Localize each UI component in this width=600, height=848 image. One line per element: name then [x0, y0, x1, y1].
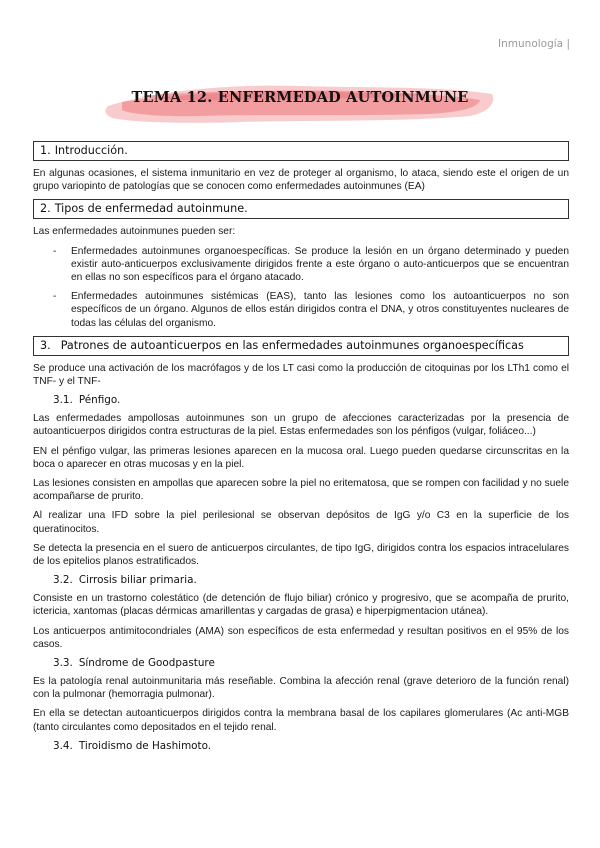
section-1-heading [33, 141, 569, 161]
section-title: Tipos de enfermedad autoinmune. [54, 202, 248, 216]
subsection-number: 3.1. [53, 394, 73, 407]
subsection-3-1-heading [53, 394, 569, 406]
subsection-number: 3.4. [53, 739, 73, 752]
header-subject-tag: Inmunología | [498, 38, 570, 50]
subsection-title: Pénfigo. [78, 394, 121, 407]
paragraph: En algunas ocasiones, el sistema inmunitario en vez de proteger al organismo, lo ataca, siendo este el origen de un grupo variopinto de patologías que se conocen como enfermedades autoinmunes (EA) [33, 168, 569, 193]
dash-bullet: - [53, 245, 57, 257]
section-title: Patrones de autoanticuerpos en las enfermedades autoinmunes organoespecíficas [60, 338, 524, 352]
section-title: Introducción. [54, 144, 128, 157]
paragraph: En ella se detectan autoanticuerpos dirigidos contra la membrana basal de los capilares glomerulares (Ac anti-MGB (tanto circulantes como depositados en el tejido renal. [33, 708, 569, 733]
subsection-number: 3.2. [53, 574, 73, 587]
paragraph: Al realizar una IFD sobre la piel perilesional se observan depósitos de IgG y/o C3 en la superficie de los queratinocitos. [33, 510, 569, 535]
paragraph: Las enfermedades autoinmunes pueden ser: [33, 226, 236, 238]
type-list [33, 245, 569, 330]
title-banner [100, 72, 500, 132]
list-item-text: Enfermedades autoinmunes sistémicas (EAS), tanto las lesiones como los autoanticuerpos no son específicos de un órgano. Algunos de ellos están dirigidos contra el DNA, y otros constituyentes nucleares de todas las células del organismo. [71, 291, 569, 329]
paragraph: Las enfermedades ampollosas autoinmunes son un grupo de afecciones caracterizadas por la presencia de autoanticuerpos dirigidos contra estructuras de la piel. Estas enfermedades son los pénfigos (vulgar, foliáceo...) [33, 413, 569, 438]
paragraph: Los anticuerpos antimitocondriales (AMA) son específicos de esta enfermedad y resultan positivos en el 95% de los casos. [33, 625, 569, 650]
subsection-title: Síndrome de Goodpasture [78, 657, 215, 670]
paragraph: Se produce una activación de los macrófagos y de los LT casi como la producción de citoquinas por los LTh1 como el TNF- y el TNF- [33, 362, 569, 388]
subsection-3-4-heading [53, 740, 569, 752]
subsection-title: Tiroidismo de Hashimoto. [78, 739, 212, 752]
list-item [33, 245, 569, 285]
paragraph: Las lesiones consisten en ampollas que aparecen sobre la piel no eritematosa, que se rompen con facilidad y no suele acompañarse de prurito. [33, 478, 569, 503]
section-2-heading [33, 199, 569, 219]
document-body [33, 141, 569, 758]
subsection-title: Cirrosis biliar primaria. [78, 574, 197, 587]
list-item [33, 290, 569, 330]
section-number: 1. [40, 144, 51, 157]
section-3-heading [33, 336, 569, 356]
subsection-number: 3.3. [53, 657, 73, 670]
section-number: 2. [40, 202, 51, 216]
subsection-3-3-heading [53, 657, 569, 669]
dash-bullet: - [53, 291, 57, 303]
paragraph: Consiste en un trastorno colestático (de detención de flujo biliar) crónico y progresivo, que se acompaña de prurito, ictericia, xantomas (placas dérmicas amarillentas y cargadas de grasa) e hiperpigmentacion utánea). [33, 593, 569, 618]
paragraph: Es la patología renal autoinmunitaria más reseñable. Combina la afección renal (grave deterioro de la función renal) con la pulmonar (hemorragia pulmonar). [33, 676, 569, 701]
section-number: 3. [40, 338, 51, 352]
subsection-3-2-heading [53, 574, 569, 586]
paragraph: EN el pénfigo vulgar, las primeras lesiones aparecen en la mucosa oral. Luego pueden quedarse circunscritas en la boca o aparecer en otras mucosas y en la piel. [33, 445, 569, 470]
page-title: TEMA 12. ENFERMEDAD AUTOINMUNE [131, 89, 469, 106]
paragraph: Se detecta la presencia en el suero de anticuerpos circulantes, de tipo IgG, dirigidos contra los espacios intracelulares de los epitelios planos estratificados. [33, 542, 569, 568]
list-item-text: Enfermedades autoinmunes organoespecíficas. Se produce la lesión en un órgano determinado y pueden existir auto-anticuerpos exclusivamente dirigidos frente a este órgano o auto-anticuerpos que se encuentran en ellas no son específicos para el órgano atacado. [71, 245, 569, 284]
